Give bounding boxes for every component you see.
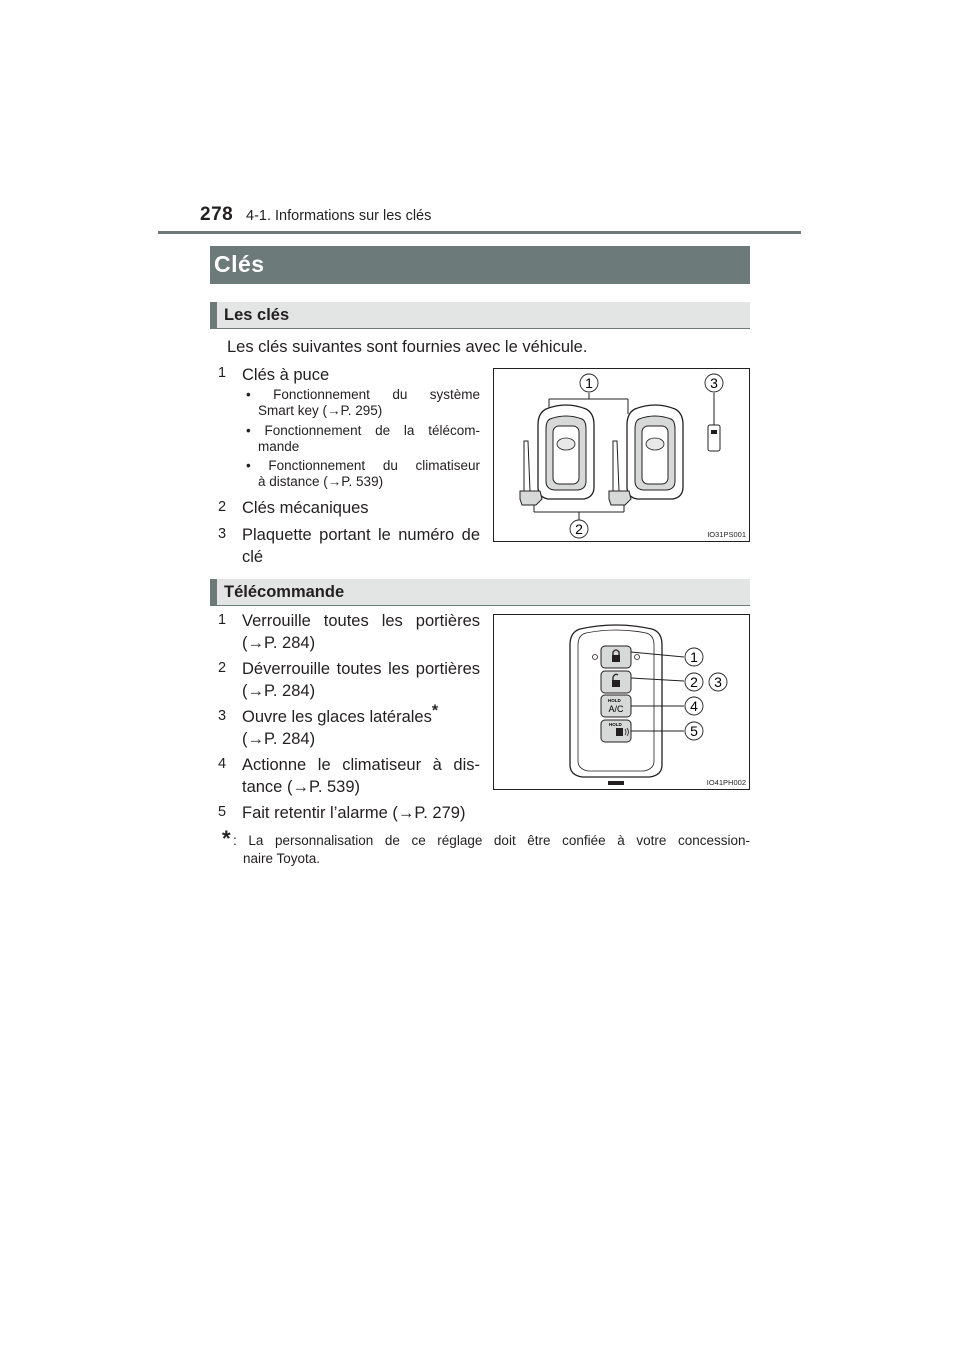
keys-figure — [493, 368, 750, 542]
keys-item-1-text: Clés à puce — [242, 366, 330, 384]
remote-item-2-line1: Déverrouille toutes les portières — [242, 660, 480, 678]
keys-bullet-2-line2: mande — [258, 438, 300, 454]
footnote-mark: * — [222, 826, 231, 851]
remote-item-1-number: 1 — [218, 612, 227, 628]
remote-illustration — [494, 615, 749, 789]
keys-item-3-line2: clé — [242, 548, 264, 566]
keys-bullet-1-line1: • Fonctionnement du système — [246, 387, 480, 402]
remote-callout-1: 1 — [690, 649, 698, 665]
keys-item-3-text — [242, 524, 480, 568]
remote-item-2-line2: (→P. 284) — [242, 682, 316, 700]
page-number: 278 — [200, 204, 234, 225]
remote-item-4-line2: tance (→P. 539) — [242, 778, 361, 796]
remote-figure — [493, 614, 750, 790]
keys-intro: Les clés suivantes sont fournies avec le véhicule. — [227, 338, 588, 356]
remote-callout-3: 3 — [714, 674, 722, 690]
keys-item-2-number: 2 — [218, 499, 227, 515]
keys-figure-id: IO31PS001 — [707, 530, 746, 539]
remote-item-1 — [242, 610, 480, 654]
remote-item-4-line1: Actionne le climatiseur à dis- — [242, 756, 480, 774]
section-heading-remote — [210, 579, 750, 606]
page-title: Clés — [214, 251, 265, 277]
keys-bullet-1-line2: Smart key (→P. 295) — [258, 402, 383, 418]
ac-hold-label: HOLD — [608, 698, 621, 703]
keys-item-2-text: Clés mécaniques — [242, 499, 369, 517]
keys-bullet-3-line2: à distance (→P. 539) — [258, 473, 384, 489]
keys-bullet-3-line1: • Fonctionnement du climatiseur — [246, 458, 480, 473]
keys-callout-1: 1 — [585, 375, 593, 391]
panic-hold-label: HOLD — [609, 722, 622, 727]
section-heading-keys — [210, 302, 750, 329]
remote-item-4-number: 4 — [218, 756, 227, 772]
running-header: 4-1. Informations sur les clés — [246, 208, 432, 224]
footnote-line2: naire Toyota. — [243, 851, 321, 866]
remote-item-5-line1: Fait retentir l’alarme (→P. 279) — [242, 804, 466, 822]
keys-illustration — [494, 369, 749, 541]
remote-item-5-number: 5 — [218, 804, 227, 820]
footnote — [233, 832, 750, 868]
remote-item-2 — [242, 658, 480, 702]
remote-callout-2: 2 — [690, 674, 698, 690]
remote-callout-4: 4 — [690, 698, 698, 714]
smart-key-1-icon — [538, 405, 594, 499]
keys-bullet-3 — [246, 458, 480, 489]
keys-bullet-2 — [246, 423, 480, 454]
remote-item-3 — [242, 702, 480, 750]
keys-item-3-number: 3 — [218, 526, 227, 542]
keys-bullet-1 — [246, 387, 480, 418]
ac-label: A/C — [608, 704, 624, 714]
remote-item-4 — [242, 754, 480, 798]
section-heading-remote-label: Télécommande — [224, 583, 345, 601]
keys-callout-3: 3 — [710, 375, 718, 391]
section-heading-keys-label: Les clés — [224, 306, 290, 324]
smart-key-2-icon — [627, 405, 683, 499]
remote-item-1-line1: Verrouille toutes les portières — [242, 612, 480, 630]
footnote-line1: : La personnalisation de ce réglage doit être confiée à votre concession- — [233, 833, 750, 848]
remote-callout-5: 5 — [690, 723, 698, 739]
remote-figure-id: IO41PH002 — [706, 778, 746, 787]
remote-item-3-number: 3 — [218, 708, 227, 724]
remote-item-2-number: 2 — [218, 660, 227, 676]
keys-callout-2: 2 — [575, 521, 583, 537]
remote-item-3-line1-wrap — [242, 702, 480, 728]
title-bar — [210, 246, 750, 284]
keys-item-1-number: 1 — [218, 365, 227, 381]
remote-item-1-line2: (→P. 284) — [242, 634, 316, 652]
key-number-plate-icon — [708, 425, 720, 451]
remote-item-3-line1: Ouvre les glaces latérales — [242, 708, 432, 726]
remote-fob-icon — [570, 625, 662, 785]
remote-item-3-asterisk: * — [431, 702, 439, 720]
header-rule — [158, 231, 801, 234]
keys-item-3-line1: Plaquette portant le numéro de — [242, 526, 480, 544]
keys-bullet-2-line1: • Fonctionnement de la télécom- — [246, 423, 480, 438]
remote-item-3-line2: (→P. 284) — [242, 730, 316, 748]
